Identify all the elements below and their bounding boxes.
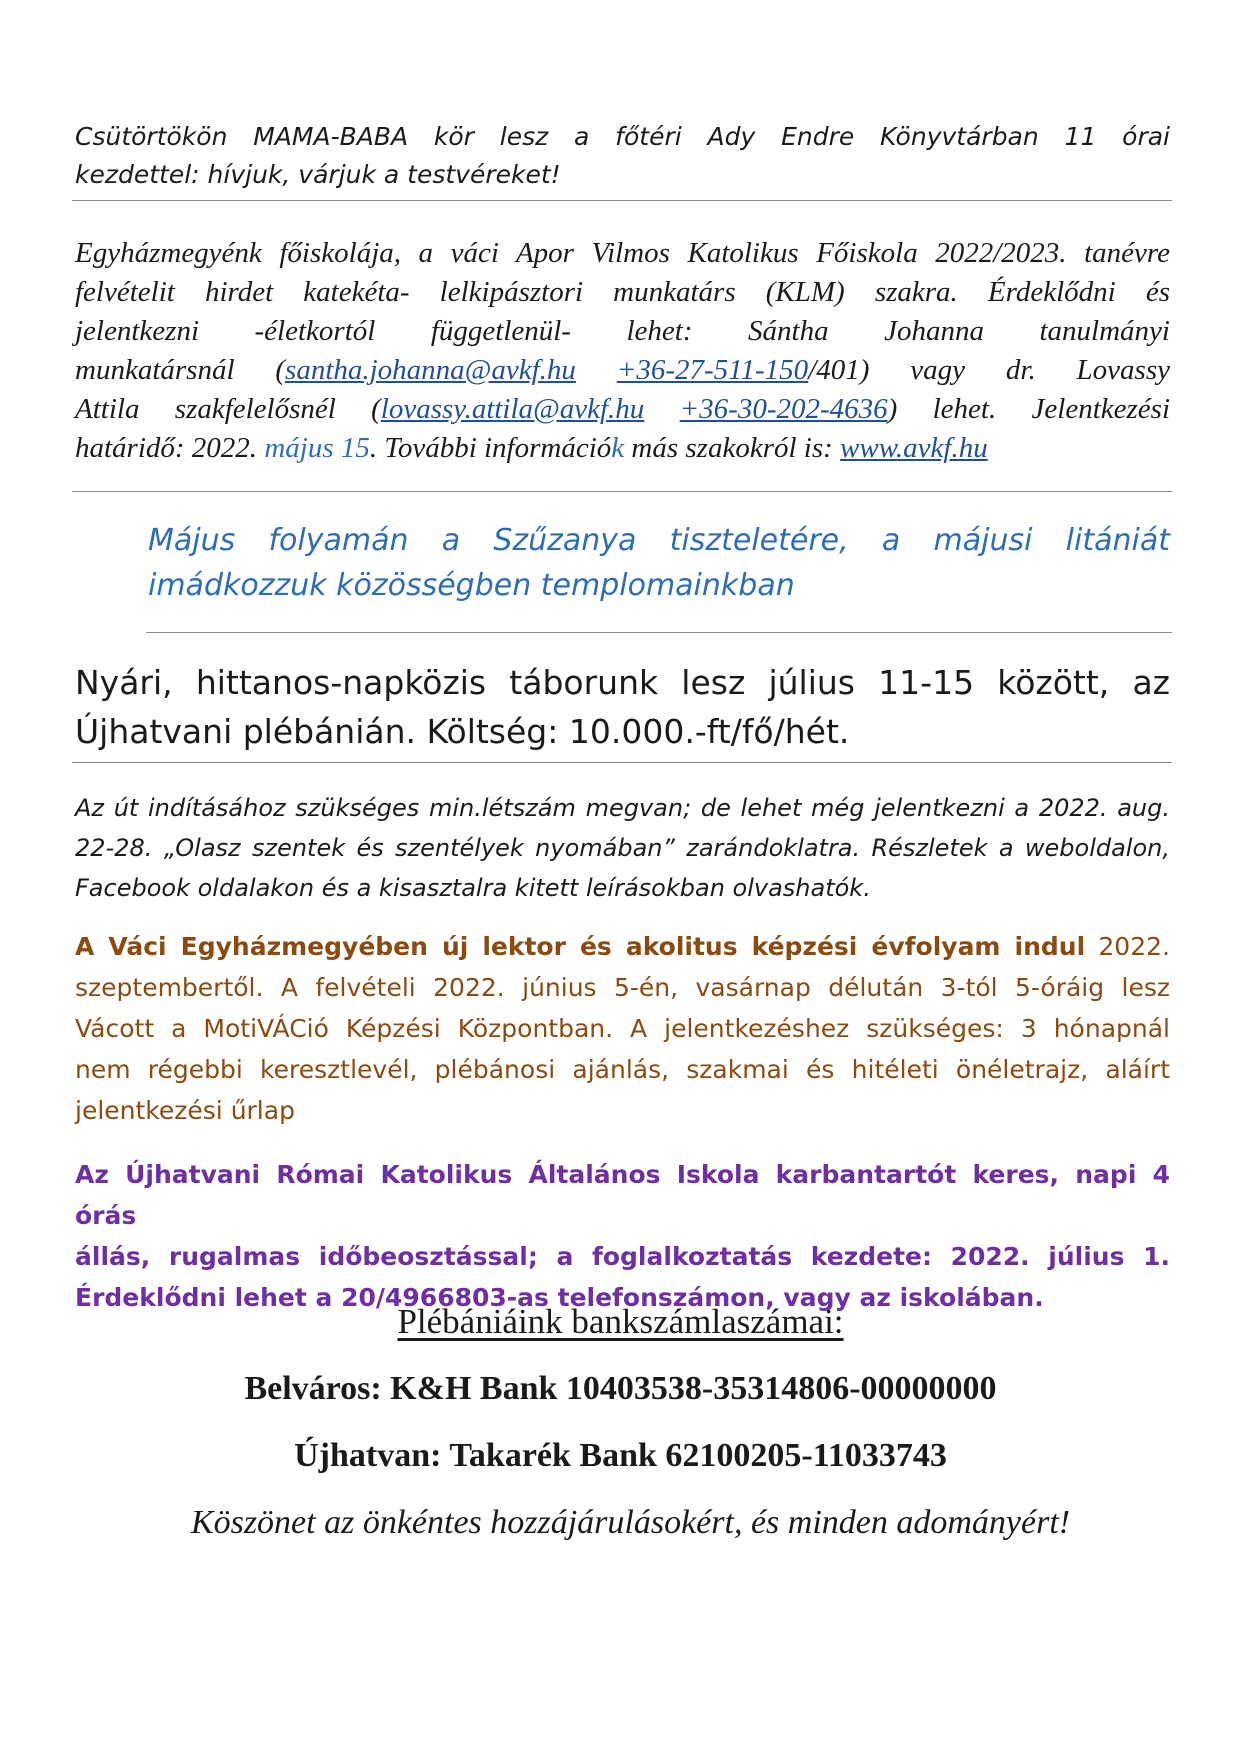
lector-line-4: nem régebbi keresztlevél, plébánosi ajánlás, szakmai és hitéleti önéletrajz, aláírt bbox=[75, 1055, 1170, 1084]
may-line-1: Május folyamán a Szűzanya tiszteletére, a májusi litániát bbox=[148, 523, 1170, 558]
school-line-2: állás, rugalmas időbeosztással; a foglalkoztatás kezdete: 2022. július 1. bbox=[75, 1242, 1170, 1271]
may-litany-announcement bbox=[148, 518, 1170, 608]
bank-heading: Plébániáink bankszámlaszámai: bbox=[397, 1302, 844, 1341]
college-line-5-post: ) lehet. Jelentkezési bbox=[887, 393, 1170, 425]
lector-training-announcement bbox=[75, 926, 1170, 1131]
divider bbox=[72, 762, 1172, 763]
summer-camp-announcement bbox=[75, 658, 1170, 756]
college-line-6-post: más szakokról is: bbox=[624, 432, 833, 464]
mama-baba-announcement bbox=[75, 118, 1170, 194]
lector-bold-title: A Váci Egyházmegyében új lektor és akolitus képzési évfolyam indul bbox=[75, 932, 1086, 961]
pilgrimage-line-1: Az út indításához szükséges min.létszám megvan; de lehet még jelentkezni a 2022. aug. bbox=[75, 794, 1170, 822]
may-line-2: imádkozzuk közösségben templomainkban bbox=[148, 568, 795, 603]
mama-baba-line-2: kezdettel: hívjuk, várjuk a testvéreket! bbox=[75, 160, 561, 189]
mama-baba-line-1: Csütörtökön MAMA-BABA kör lesz a főtéri Ady Endre Könyvtárban 11 órai bbox=[75, 122, 1170, 151]
bank-belvaros: Belváros: K&H Bank 10403538-35314806-00000000 bbox=[244, 1370, 997, 1407]
camp-line-2: Újhatvani plébánián. Költség: 10.000.-ft/fő/hét. bbox=[75, 712, 850, 751]
lector-line-1-rest: 2022. bbox=[1085, 932, 1170, 961]
thanks-line: Köszönet az önkéntes hozzájárulásokért, és minden adományért! bbox=[190, 1504, 1071, 1541]
college-line-6 bbox=[75, 429, 1170, 468]
email-link-santha[interactable]: santha.johanna@avkf.hu bbox=[285, 354, 576, 386]
college-line-2: felvételit hirdet katekéta- lelkipásztori munkatárs (KLM) szakra. Érdeklődni és bbox=[75, 276, 1170, 308]
lector-line-5: jelentkezési űrlap bbox=[75, 1096, 295, 1125]
school-line-3: Érdeklődni lehet a 20/4966803-as telefonszámon, vagy az iskolában. bbox=[75, 1283, 1044, 1312]
college-line-4-post: /401) vagy dr. Lovassy bbox=[808, 354, 1170, 386]
camp-line-1: Nyári, hittanos-napközis táborunk lesz július 11-15 között, az bbox=[75, 663, 1170, 702]
phone-link-santha[interactable]: +36-27-511-150 bbox=[616, 354, 809, 386]
phone-link-lovassy[interactable]: +36-30-202-4636 bbox=[679, 393, 888, 425]
pilgrimage-announcement bbox=[75, 788, 1170, 908]
college-line-1: Egyházmegyénk főiskolája, a váci Apor Vilmos Katolikus Főiskola 2022/2023. tanévre bbox=[75, 237, 1170, 269]
college-announcement bbox=[75, 234, 1170, 468]
pilgrimage-line-3: Facebook oldalakon és a kisasztalra kitett leírásokban olvashatók. bbox=[75, 874, 871, 902]
college-line-5 bbox=[75, 390, 1170, 429]
deadline-date: május 15 bbox=[264, 432, 370, 464]
college-line-6-pre: határidő: 2022. bbox=[75, 432, 258, 464]
divider bbox=[72, 200, 1172, 201]
college-line-5-pre: Attila szakfelelősnél ( bbox=[75, 393, 381, 425]
divider bbox=[72, 491, 1172, 492]
pilgrimage-line-2: 22-28. „Olasz szentek és szentélyek nyomában” zarándoklatra. Részletek a weboldalon, bbox=[75, 834, 1170, 862]
lector-line-3: Vácott a MotiVÁCió Képzési Központban. A jelentkezéshez szükséges: 3 hónapnál bbox=[75, 1014, 1170, 1043]
lector-line-1 bbox=[75, 926, 1170, 967]
school-line-1: Az Újhatvani Római Katolikus Általános Iskola karbantartót keres, napi 4 órás bbox=[75, 1160, 1170, 1230]
college-line-6-k: k bbox=[611, 432, 625, 464]
college-line-3: jelentkezni -életkortól függetlenül- lehet: Sántha Johanna tanulmányi bbox=[75, 315, 1170, 347]
college-line-4-pre: munkatársnál ( bbox=[75, 354, 286, 386]
lector-line-2: szeptembertől. A felvételi 2022. június 5-én, vasárnap délután 3-tól 5-óráig lesz bbox=[75, 973, 1170, 1002]
bank-ujhatvan: Újhatvan: Takarék Bank 62100205-11033743 bbox=[294, 1437, 947, 1474]
email-link-lovassy[interactable]: lovassy.attila@avkf.hu bbox=[380, 393, 645, 425]
school-job-announcement bbox=[75, 1154, 1170, 1318]
website-link[interactable]: www.avkf.hu bbox=[840, 432, 988, 464]
college-line-4 bbox=[75, 351, 1170, 390]
divider bbox=[146, 632, 1172, 633]
college-line-6-mid: . További információ bbox=[369, 432, 612, 464]
